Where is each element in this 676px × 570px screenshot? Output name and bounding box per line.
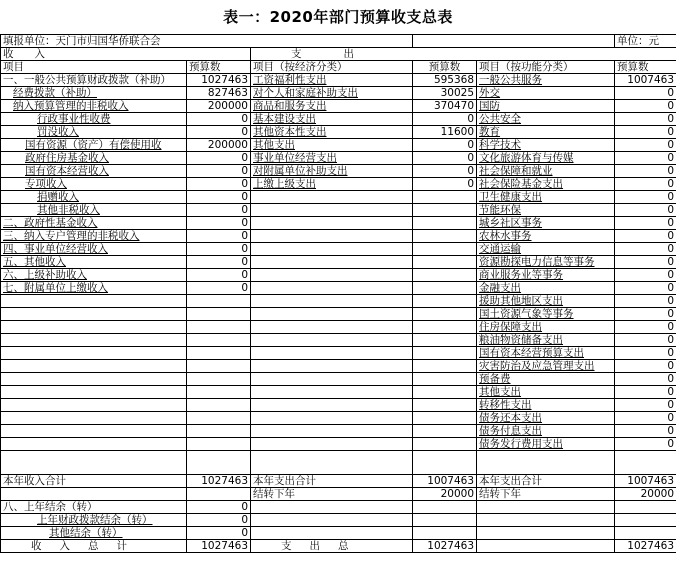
income-item-cell (1, 308, 187, 321)
income-item-cell: 行政事业性收费 (1, 113, 187, 126)
econ-item-cell (251, 269, 413, 282)
income-item-cell (1, 360, 187, 373)
income-amount-cell: 0 (187, 126, 251, 139)
econ-item-cell: 支出总 (251, 540, 413, 553)
income-amount-cell: 0 (187, 217, 251, 230)
income-amount-cell: 0 (187, 514, 251, 527)
func-amount-cell: 0 (615, 126, 676, 139)
econ-amount-cell: 0 (413, 113, 477, 126)
func-item-cell: 教育 (477, 126, 615, 139)
income-amount-cell (187, 321, 251, 334)
func-item-cell: 资源勘探电力信息等事务 (477, 256, 615, 269)
income-section-header: 收 入 (1, 48, 251, 61)
income-amount-cell (187, 386, 251, 399)
income-amount-cell (187, 334, 251, 347)
func-item-cell: 节能环保 (477, 204, 615, 217)
table-row (1, 165, 676, 178)
table-row (1, 295, 676, 308)
func-item-cell: 转移性支出 (477, 399, 615, 412)
func-amount-cell: 1027463 (615, 540, 676, 553)
func-amount-cell (615, 514, 676, 527)
func-item-cell: 债务付息支出 (477, 425, 615, 438)
income-amount-cell (187, 451, 251, 475)
econ-item-cell (251, 204, 413, 217)
econ-item-cell (251, 191, 413, 204)
func-amount-cell: 0 (615, 295, 676, 308)
econ-amount-cell (413, 321, 477, 334)
func-item-cell: 灾害防治及应急管理支出 (477, 360, 615, 373)
col-header-income-item: 项目 (1, 61, 187, 74)
econ-item-cell (251, 217, 413, 230)
econ-amount-cell (413, 386, 477, 399)
econ-item-cell: 对附属单位补助支出 (251, 165, 413, 178)
econ-amount-cell: 1007463 (413, 475, 477, 488)
func-amount-cell: 0 (615, 438, 676, 451)
func-item-cell (477, 527, 615, 540)
econ-item-cell: 本年支出合计 (251, 475, 413, 488)
func-amount-cell: 0 (615, 308, 676, 321)
income-amount-cell: 0 (187, 230, 251, 243)
reporting-unit: 填报单位：天门市归国华侨联合会 (1, 35, 413, 48)
income-item-cell: 四、事业单位经营收入 (1, 243, 187, 256)
table-row (1, 230, 676, 243)
income-amount-cell: 827463 (187, 87, 251, 100)
econ-item-cell (251, 501, 413, 514)
func-amount-cell: 0 (615, 217, 676, 230)
econ-amount-cell (413, 191, 477, 204)
table-body (1, 35, 676, 553)
income-amount-cell: 0 (187, 282, 251, 295)
econ-item-cell (251, 347, 413, 360)
income-item-cell (1, 334, 187, 347)
income-amount-cell: 200000 (187, 100, 251, 113)
econ-amount-cell (413, 451, 477, 475)
income-item-cell (1, 386, 187, 399)
econ-item-cell (251, 308, 413, 321)
func-amount-cell: 0 (615, 256, 676, 269)
func-item-cell: 国防 (477, 100, 615, 113)
func-amount-cell: 0 (615, 243, 676, 256)
func-item-cell: 金融支出 (477, 282, 615, 295)
table-row (1, 139, 676, 152)
income-amount-cell (187, 425, 251, 438)
income-amount-cell: 1027463 (187, 475, 251, 488)
econ-item-cell (251, 295, 413, 308)
income-item-cell: 纳入预算管理的非税收入 (1, 100, 187, 113)
table-row (1, 74, 676, 87)
income-amount-cell: 0 (187, 204, 251, 217)
econ-amount-cell (413, 425, 477, 438)
income-item-cell (1, 399, 187, 412)
table-row (1, 269, 676, 282)
table-row (1, 204, 676, 217)
income-item-cell: 二、政府性基金收入 (1, 217, 187, 230)
func-item-cell (477, 451, 615, 475)
table-row (1, 527, 676, 540)
econ-item-cell (251, 527, 413, 540)
table-row (1, 540, 676, 553)
econ-item-cell: 上缴上级支出 (251, 178, 413, 191)
econ-amount-cell: 30025 (413, 87, 477, 100)
income-amount-cell (187, 412, 251, 425)
func-amount-cell: 0 (615, 373, 676, 386)
func-item-cell: 国有资本经营预算支出 (477, 347, 615, 360)
table-row (1, 514, 676, 527)
econ-item-cell: 商品和服务支出 (251, 100, 413, 113)
econ-amount-cell: 1027463 (413, 540, 477, 553)
func-item-cell: 预备费 (477, 373, 615, 386)
econ-item-cell (251, 334, 413, 347)
econ-item-cell: 其他资本性支出 (251, 126, 413, 139)
econ-amount-cell: 0 (413, 165, 477, 178)
table-row (1, 191, 676, 204)
income-item-cell: 政府住房基金收入 (1, 152, 187, 165)
econ-amount-cell (413, 282, 477, 295)
func-amount-cell: 0 (615, 165, 676, 178)
func-amount-cell: 0 (615, 321, 676, 334)
table-row (1, 308, 676, 321)
income-item-cell: 六、上级补助收入 (1, 269, 187, 282)
func-amount-cell: 0 (615, 360, 676, 373)
table-row (1, 399, 676, 412)
func-amount-cell: 0 (615, 386, 676, 399)
func-amount-cell (615, 501, 676, 514)
income-item-cell: 专项收入 (1, 178, 187, 191)
income-amount-cell (187, 373, 251, 386)
income-item-cell (1, 321, 187, 334)
table-row (1, 412, 676, 425)
econ-amount-cell (413, 334, 477, 347)
econ-item-cell: 对个人和家庭补助支出 (251, 87, 413, 100)
section-row (1, 48, 676, 61)
econ-item-cell (251, 412, 413, 425)
income-item-cell: 七、附属单位上缴收入 (1, 282, 187, 295)
econ-item-cell (251, 321, 413, 334)
func-item-cell: 文化旅游体育与传媒 (477, 152, 615, 165)
econ-item-cell (251, 243, 413, 256)
func-amount-cell: 0 (615, 399, 676, 412)
table-row (1, 373, 676, 386)
econ-amount-cell (413, 438, 477, 451)
table-row (1, 100, 676, 113)
income-item-cell: 一、一般公共预算财政拨款（补助） (1, 74, 187, 87)
func-amount-cell: 0 (615, 87, 676, 100)
func-item-cell (477, 540, 615, 553)
econ-item-cell: 基本建设支出 (251, 113, 413, 126)
income-item-cell (1, 373, 187, 386)
income-amount-cell (187, 438, 251, 451)
func-amount-cell: 0 (615, 230, 676, 243)
econ-item-cell: 工资福利性支出 (251, 74, 413, 87)
econ-item-cell (251, 256, 413, 269)
income-amount-cell: 1027463 (187, 74, 251, 87)
income-item-cell: 其他结余（转） (1, 527, 187, 540)
table-row (1, 126, 676, 139)
func-amount-cell: 0 (615, 269, 676, 282)
func-amount-cell: 0 (615, 282, 676, 295)
income-item-cell (1, 438, 187, 451)
table-row (1, 488, 676, 501)
econ-amount-cell: 0 (413, 139, 477, 152)
income-amount-cell: 1027463 (187, 540, 251, 553)
econ-amount-cell (413, 295, 477, 308)
currency-unit: 单位：元 (615, 35, 676, 48)
income-amount-cell: 0 (187, 178, 251, 191)
func-item-cell: 社会保障和就业 (477, 165, 615, 178)
table-row (1, 256, 676, 269)
func-amount-cell: 0 (615, 100, 676, 113)
func-amount-cell: 0 (615, 113, 676, 126)
econ-amount-cell (413, 204, 477, 217)
econ-item-cell (251, 373, 413, 386)
func-item-cell (477, 501, 615, 514)
table-title: 表一：2020年部门预算收支总表 (223, 8, 453, 26)
income-amount-cell (187, 308, 251, 321)
econ-amount-cell (413, 501, 477, 514)
income-item-cell: 五、其他收入 (1, 256, 187, 269)
func-item-cell: 粮油物资储备支出 (477, 334, 615, 347)
income-item-cell (1, 412, 187, 425)
income-item-cell: 捐赠收入 (1, 191, 187, 204)
table-row (1, 113, 676, 126)
table-row (1, 425, 676, 438)
table-row (1, 360, 676, 373)
func-amount-cell: 0 (615, 178, 676, 191)
econ-item-cell (251, 360, 413, 373)
econ-item-cell (251, 425, 413, 438)
func-item-cell: 结转下年 (477, 488, 615, 501)
col-header-econ-amount: 预算数 (413, 61, 477, 74)
func-amount-cell: 0 (615, 334, 676, 347)
table-row (1, 386, 676, 399)
table-row (1, 321, 676, 334)
econ-amount-cell (413, 217, 477, 230)
econ-item-cell (251, 386, 413, 399)
income-item-cell: 上年财政拨款结余（转） (1, 514, 187, 527)
func-item-cell: 商业服务业等事务 (477, 269, 615, 282)
col-header-func-item: 项目（按功能分类） (477, 61, 615, 74)
econ-item-cell (251, 282, 413, 295)
income-item-cell (1, 347, 187, 360)
income-item-cell: 罚没收入 (1, 126, 187, 139)
func-amount-cell: 20000 (615, 488, 676, 501)
income-item-cell: 收入总计 (1, 540, 187, 553)
func-amount-cell: 0 (615, 412, 676, 425)
econ-amount-cell (413, 230, 477, 243)
econ-amount-cell (413, 269, 477, 282)
econ-item-cell: 结转下年 (251, 488, 413, 501)
income-amount-cell: 0 (187, 501, 251, 514)
income-amount-cell: 0 (187, 256, 251, 269)
econ-item-cell: 其他支出 (251, 139, 413, 152)
econ-amount-cell (413, 360, 477, 373)
income-item-cell: 其他非税收入 (1, 204, 187, 217)
func-amount-cell: 0 (615, 139, 676, 152)
table-row (1, 451, 676, 475)
func-amount-cell (615, 451, 676, 475)
income-amount-cell: 0 (187, 191, 251, 204)
econ-amount-cell: 370470 (413, 100, 477, 113)
econ-amount-cell (413, 514, 477, 527)
income-item-cell: 国有资源（资产）有偿使用收 (1, 139, 187, 152)
econ-amount-cell (413, 243, 477, 256)
func-item-cell: 国土资源气象等事务 (477, 308, 615, 321)
table-row (1, 282, 676, 295)
income-amount-cell (187, 295, 251, 308)
econ-item-cell (251, 399, 413, 412)
table-row (1, 87, 676, 100)
income-item-cell (1, 425, 187, 438)
func-item-cell: 其他支出 (477, 386, 615, 399)
func-item-cell: 社会保险基金支出 (477, 178, 615, 191)
econ-amount-cell: 11600 (413, 126, 477, 139)
func-item-cell: 住房保障支出 (477, 321, 615, 334)
table-row (1, 178, 676, 191)
income-item-cell: 八、上年结余（转） (1, 501, 187, 514)
func-item-cell: 债务还本支出 (477, 412, 615, 425)
income-item-cell: 三、纳入专户管理的非税收入 (1, 230, 187, 243)
income-amount-cell: 0 (187, 152, 251, 165)
econ-amount-cell (413, 256, 477, 269)
table-row (1, 243, 676, 256)
func-item-cell: 一般公共服务 (477, 74, 615, 87)
income-item-cell: 本年收入合计 (1, 475, 187, 488)
table-row (1, 475, 676, 488)
func-item-cell (477, 514, 615, 527)
col-header-income-amount: 预算数 (187, 61, 251, 74)
income-amount-cell: 0 (187, 527, 251, 540)
func-amount-cell: 1007463 (615, 475, 676, 488)
info-row (1, 35, 676, 48)
income-amount-cell: 0 (187, 269, 251, 282)
func-amount-cell: 0 (615, 204, 676, 217)
func-item-cell: 卫生健康支出 (477, 191, 615, 204)
func-item-cell: 债务发行费用支出 (477, 438, 615, 451)
econ-amount-cell: 20000 (413, 488, 477, 501)
income-amount-cell: 0 (187, 243, 251, 256)
income-amount-cell (187, 488, 251, 501)
func-item-cell: 外交 (477, 87, 615, 100)
income-item-cell (1, 295, 187, 308)
func-amount-cell: 0 (615, 152, 676, 165)
income-amount-cell (187, 360, 251, 373)
func-amount-cell: 0 (615, 347, 676, 360)
income-item-cell (1, 451, 187, 475)
func-item-cell: 公共安全 (477, 113, 615, 126)
econ-item-cell: 事业单位经营支出 (251, 152, 413, 165)
func-item-cell: 援助其他地区支出 (477, 295, 615, 308)
econ-amount-cell (413, 527, 477, 540)
econ-item-cell (251, 514, 413, 527)
income-item-cell: 国有资本经营收入 (1, 165, 187, 178)
func-amount-cell: 1007463 (615, 74, 676, 87)
econ-item-cell (251, 451, 413, 475)
econ-amount-cell (413, 308, 477, 321)
econ-amount-cell (413, 373, 477, 386)
econ-amount-cell (413, 412, 477, 425)
table-row (1, 334, 676, 347)
func-item-cell: 本年支出合计 (477, 475, 615, 488)
econ-item-cell (251, 230, 413, 243)
func-item-cell: 科学技术 (477, 139, 615, 152)
table-row (1, 438, 676, 451)
econ-amount-cell (413, 347, 477, 360)
income-amount-cell (187, 399, 251, 412)
func-item-cell: 城乡社区事务 (477, 217, 615, 230)
income-item-cell (1, 488, 187, 501)
income-amount-cell (187, 347, 251, 360)
col-header-func-amount: 预算数 (615, 61, 676, 74)
econ-amount-cell: 0 (413, 152, 477, 165)
expense-section-header: 支 出 (251, 48, 676, 61)
table-row (1, 347, 676, 360)
func-amount-cell (615, 527, 676, 540)
func-item-cell: 交通运输 (477, 243, 615, 256)
econ-item-cell (251, 438, 413, 451)
func-item-cell: 农林水事务 (477, 230, 615, 243)
income-amount-cell: 0 (187, 113, 251, 126)
column-header-row (1, 61, 676, 74)
table-row (1, 217, 676, 230)
budget-summary-table (0, 34, 676, 553)
econ-amount-cell: 0 (413, 178, 477, 191)
table-row (1, 501, 676, 514)
income-amount-cell: 0 (187, 165, 251, 178)
func-amount-cell: 0 (615, 191, 676, 204)
income-amount-cell: 200000 (187, 139, 251, 152)
col-header-econ-item: 项目（按经济分类） (251, 61, 413, 74)
econ-amount-cell (413, 399, 477, 412)
econ-amount-cell: 595368 (413, 74, 477, 87)
func-amount-cell: 0 (615, 425, 676, 438)
income-item-cell: 经费拨款（补助） (1, 87, 187, 100)
table-row (1, 152, 676, 165)
